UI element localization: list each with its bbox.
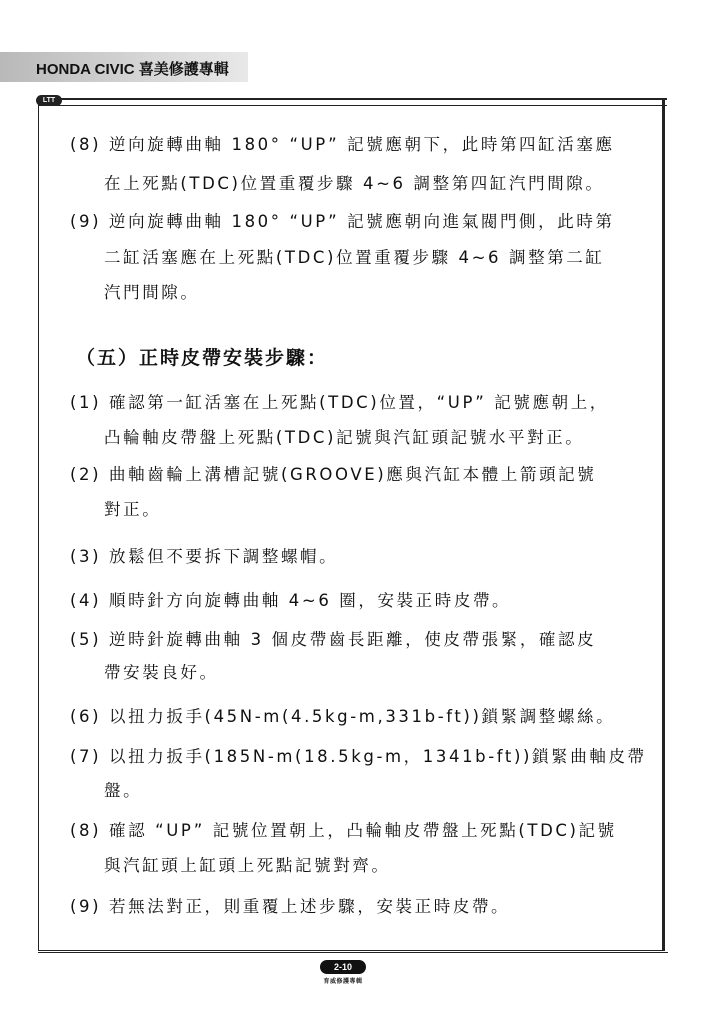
step-line: (7) 以扭力扳手(185N-m(18.5kg-m，1341b-ft))鎖緊曲軸皮帶 bbox=[70, 747, 647, 766]
step-line: (9) 逆向旋轉曲軸 180° “UP” 記號應朝向進氣閥門側，此時第 bbox=[70, 212, 615, 231]
step-line: (2) 曲軸齒輪上溝槽記號(GROOVE)應與汽缸本體上箭頭記號 bbox=[70, 465, 597, 484]
top-rule bbox=[38, 98, 667, 106]
step-line: 凸輪軸皮帶盤上死點(TDC)記號與汽缸頭記號水平對正。 bbox=[104, 428, 585, 447]
step-line: 在上死點(TDC)位置重覆步驟 4~6 調整第四缸汽門間隙。 bbox=[104, 174, 605, 193]
step-line: 對正。 bbox=[104, 500, 162, 519]
step-line: (1) 確認第一缸活塞在上死點(TDC)位置，“UP” 記號應朝上， bbox=[70, 393, 609, 412]
step-line: 與汽缸頭上缸頭上死點記號對齊。 bbox=[104, 856, 391, 875]
step-line: (5) 逆時針旋轉曲軸 3 個皮帶齒長距離，使皮帶張緊，確認皮 bbox=[70, 630, 597, 649]
publisher-label: 育威修護專輯 bbox=[323, 978, 363, 985]
step-line: (8) 逆向旋轉曲軸 180° “UP” 記號應朝下，此時第四缸活塞應 bbox=[70, 135, 615, 154]
page-header-title: HONDA CIVIC 喜美修護專輯 bbox=[36, 61, 229, 78]
section-heading: （五）正時皮帶安裝步驟： bbox=[76, 347, 329, 369]
step-line: (8) 確認 “UP” 記號位置朝上，凸輪軸皮帶盤上死點(TDC)記號 bbox=[70, 821, 617, 840]
step-line: (6) 以扭力扳手(45N-m(4.5kg-m,331b-ft))鎖緊調整螺絲。 bbox=[70, 707, 616, 726]
page-number-badge: 2-10 bbox=[320, 960, 366, 974]
step-line: (4) 順時針方向旋轉曲軸 4~6 圈，安裝正時皮帶。 bbox=[70, 591, 512, 610]
bottom-rule bbox=[38, 949, 668, 953]
step-line: 汽門間隙。 bbox=[104, 283, 200, 302]
step-line: (3) 放鬆但不要拆下調整螺帽。 bbox=[70, 547, 339, 566]
step-line: (9) 若無法對正，則重覆上述步驟，安裝正時皮帶。 bbox=[70, 897, 511, 916]
step-line: 二缸活塞應在上死點(TDC)位置重覆步驟 4~6 調整第二缸 bbox=[104, 248, 605, 267]
step-line: 盤。 bbox=[104, 781, 143, 800]
header-badge: LTT bbox=[36, 95, 62, 106]
step-line: 帶安裝良好。 bbox=[104, 663, 219, 682]
